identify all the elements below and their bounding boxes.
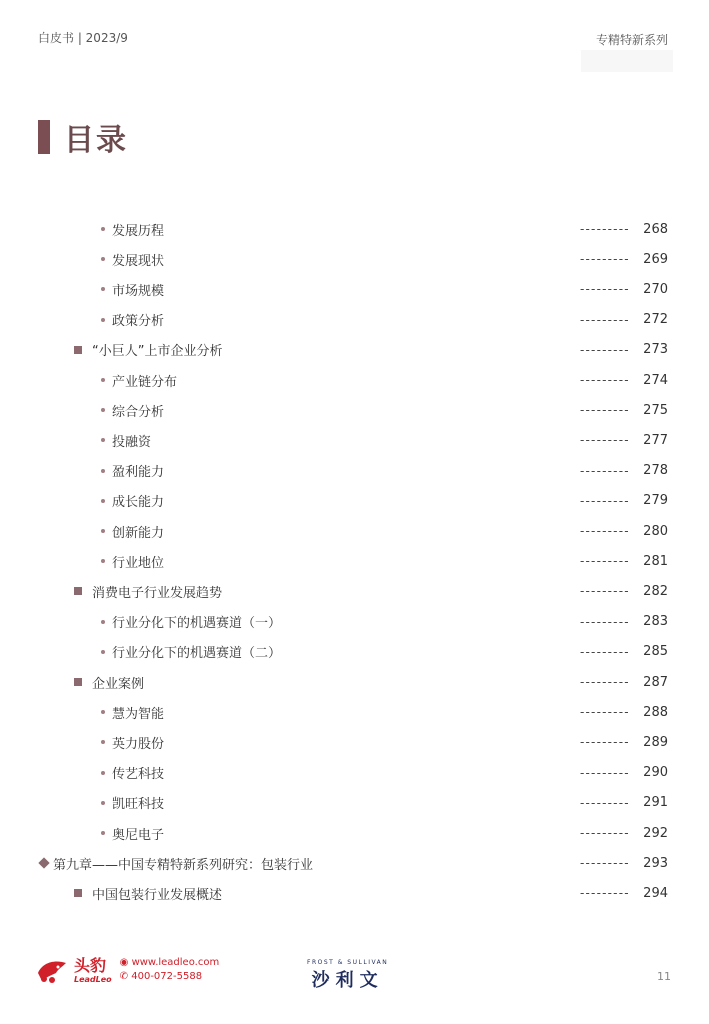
toc-leader-dashes: ---------	[580, 614, 630, 629]
toc-entry-label[interactable]: 第九章——中国专精特新系列研究：包装行业	[53, 857, 314, 873]
toc-page-number: 281	[643, 553, 668, 569]
toc-leader-dashes: ---------	[580, 826, 630, 840]
toc-row[interactable]	[0, 788, 709, 818]
toc-entry-label[interactable]: “小巨人”上市企业分析	[92, 344, 223, 360]
toc-page-number: 279	[643, 493, 668, 509]
toc-leader-dashes: ---------	[580, 675, 630, 689]
leadleo-contact	[120, 956, 220, 984]
phone-icon: ✆	[119, 971, 132, 982]
dot-bullet-icon	[101, 529, 105, 533]
toc-row[interactable]	[0, 244, 709, 274]
dot-bullet-icon	[101, 499, 105, 503]
toc-page-number: 292	[643, 825, 668, 841]
dot-bullet-icon	[101, 318, 105, 322]
toc-page-number: 287	[643, 674, 668, 690]
toc-page-number: 280	[643, 523, 668, 539]
dot-bullet-icon	[101, 469, 105, 473]
page-title-block	[38, 115, 128, 159]
toc-leader-dashes: ---------	[580, 886, 630, 901]
toc-page-number: 273	[643, 342, 668, 358]
toc-entry-label[interactable]: 奥尼电子	[112, 827, 165, 843]
square-bullet-icon	[74, 587, 82, 595]
page-title: 目录	[64, 123, 128, 158]
toc-leader-dashes: ---------	[580, 554, 630, 569]
toc-page-number: 277	[643, 432, 668, 448]
toc-leader-dashes: ---------	[580, 735, 630, 750]
leadleo-website[interactable]: www.leadleo.com	[131, 957, 220, 968]
dot-bullet-icon	[101, 650, 105, 654]
toc-leader-dashes: ---------	[580, 282, 630, 297]
toc-row[interactable]	[0, 878, 709, 908]
toc-row[interactable]	[0, 758, 709, 788]
dot-bullet-icon	[101, 831, 105, 835]
toc-row[interactable]	[0, 274, 709, 304]
toc-leader-dashes: ---------	[580, 252, 630, 267]
toc-row[interactable]	[0, 607, 709, 637]
toc-entry-label[interactable]: 传艺科技	[112, 767, 165, 783]
frost-sullivan-en: FROST & SULLIVAN	[307, 959, 389, 966]
toc-row[interactable]	[0, 425, 709, 455]
dot-bullet-icon	[101, 408, 105, 412]
toc-page-number: 291	[643, 795, 668, 811]
toc-entry-label[interactable]: 慧为智能	[112, 706, 165, 722]
dot-bullet-icon	[101, 559, 105, 563]
toc-row[interactable]	[0, 456, 709, 486]
leadleo-cn-name: 头豹	[74, 955, 107, 975]
toc-leader-dashes: ---------	[580, 524, 630, 538]
dot-bullet-icon	[101, 438, 105, 442]
toc-entry-label[interactable]: 英力股份	[112, 736, 165, 752]
toc-row[interactable]	[0, 576, 709, 606]
dot-bullet-icon	[101, 801, 105, 805]
toc-leader-dashes: ---------	[580, 493, 630, 508]
toc-entry-label[interactable]: 产业链分布	[112, 374, 178, 390]
toc-entry-label[interactable]: 凯旺科技	[112, 797, 165, 813]
toc-page-number: 268	[643, 221, 668, 237]
toc-row[interactable]	[0, 395, 709, 425]
title-accent-bar	[38, 120, 50, 154]
toc-row[interactable]	[0, 667, 709, 697]
toc-entry-label[interactable]: 行业地位	[112, 555, 165, 571]
toc-row[interactable]	[0, 214, 709, 244]
toc-entry-label[interactable]: 政策分析	[112, 314, 165, 330]
toc-leader-dashes: ---------	[580, 584, 630, 599]
dot-bullet-icon	[101, 620, 105, 624]
toc-page-number: 283	[643, 614, 668, 630]
diamond-bullet-icon	[38, 858, 49, 869]
toc-leader-dashes: ---------	[580, 644, 630, 659]
toc-entry-label[interactable]: 中国包装行业发展概述	[92, 887, 223, 903]
dot-bullet-icon	[101, 227, 105, 231]
toc-entry-label[interactable]: 消费电子行业发展趋势	[92, 585, 223, 601]
toc-page-number: 275	[643, 402, 668, 418]
toc-entry-label[interactable]: 综合分析	[112, 404, 165, 420]
toc-row[interactable]	[0, 365, 709, 395]
toc-entry-label[interactable]: 行业分化下的机遇赛道（二）	[112, 646, 282, 662]
toc-leader-dashes: ---------	[580, 222, 630, 236]
dot-bullet-icon	[101, 378, 105, 382]
toc-leader-dashes: ---------	[580, 856, 630, 871]
toc-leader-dashes: ---------	[580, 403, 630, 418]
toc-row[interactable]	[0, 516, 709, 546]
toc-row[interactable]	[0, 335, 709, 365]
toc-page-number: 270	[643, 281, 668, 297]
toc-page-number: 278	[643, 463, 668, 479]
frost-sullivan-cn: 沙利文	[311, 970, 384, 991]
leadleo-en-name: LeadLeo	[74, 974, 112, 984]
toc-entry-label[interactable]: 盈利能力	[112, 465, 165, 481]
toc-page-number: 285	[643, 644, 668, 660]
toc-page-number: 293	[643, 855, 668, 871]
toc-entry-label[interactable]: 发展历程	[112, 223, 165, 239]
toc-leader-dashes: ---------	[580, 463, 630, 478]
leadleo-phone: 400-072-5588	[131, 971, 203, 982]
toc-page-number: 272	[643, 312, 668, 328]
toc-entry-label[interactable]: 创新能力	[112, 525, 165, 541]
toc-entry-label[interactable]: 发展现状	[112, 253, 165, 269]
leadleo-leopard-icon	[36, 955, 70, 985]
header-left-text: 白皮书 | 2023/9	[38, 31, 128, 45]
dot-bullet-icon	[101, 287, 105, 291]
toc-page-number: 289	[643, 734, 668, 750]
square-bullet-icon	[74, 678, 82, 686]
square-bullet-icon	[74, 346, 82, 354]
toc-entry-label[interactable]: 投融资	[112, 434, 152, 450]
header-right-shadow	[581, 50, 673, 72]
toc-row[interactable]	[0, 486, 709, 516]
toc-row[interactable]	[0, 848, 709, 878]
toc-page-number: 290	[643, 765, 668, 781]
dot-bullet-icon	[101, 710, 105, 714]
toc-entry-label[interactable]: 企业案例	[92, 676, 145, 692]
dot-bullet-icon	[101, 257, 105, 261]
toc-entry-label[interactable]: 成长能力	[112, 495, 165, 511]
globe-icon: ◉	[119, 957, 132, 968]
toc-row[interactable]	[0, 305, 709, 335]
toc-row[interactable]	[0, 697, 709, 727]
toc-row[interactable]	[0, 546, 709, 576]
toc-row[interactable]	[0, 637, 709, 667]
toc-row[interactable]	[0, 818, 709, 848]
toc-page-number: 274	[643, 372, 668, 388]
toc-entry-label[interactable]: 行业分化下的机遇赛道（一）	[112, 616, 282, 632]
toc-leader-dashes: ---------	[580, 765, 630, 780]
toc-page-number: 288	[643, 704, 668, 720]
toc-page-number: 269	[643, 251, 668, 267]
toc-leader-dashes: ---------	[580, 433, 630, 448]
toc-leader-dashes: ---------	[580, 342, 630, 357]
dot-bullet-icon	[101, 740, 105, 744]
dot-bullet-icon	[101, 771, 105, 775]
toc-page-number: 294	[643, 885, 668, 901]
toc-leader-dashes: ---------	[580, 795, 630, 810]
toc-leader-dashes: ---------	[580, 312, 630, 327]
toc-leader-dashes: ---------	[580, 373, 630, 387]
toc-entry-label[interactable]: 市场规模	[112, 283, 165, 299]
toc-leader-dashes: ---------	[580, 705, 630, 720]
toc-page-number: 282	[643, 583, 668, 599]
square-bullet-icon	[74, 889, 82, 897]
page-number: 11	[657, 970, 671, 983]
header-right-text: 专精特新系列	[595, 33, 668, 47]
toc-row[interactable]	[0, 727, 709, 757]
leadleo-logo	[36, 955, 219, 985]
frost-sullivan-logo	[307, 959, 388, 992]
